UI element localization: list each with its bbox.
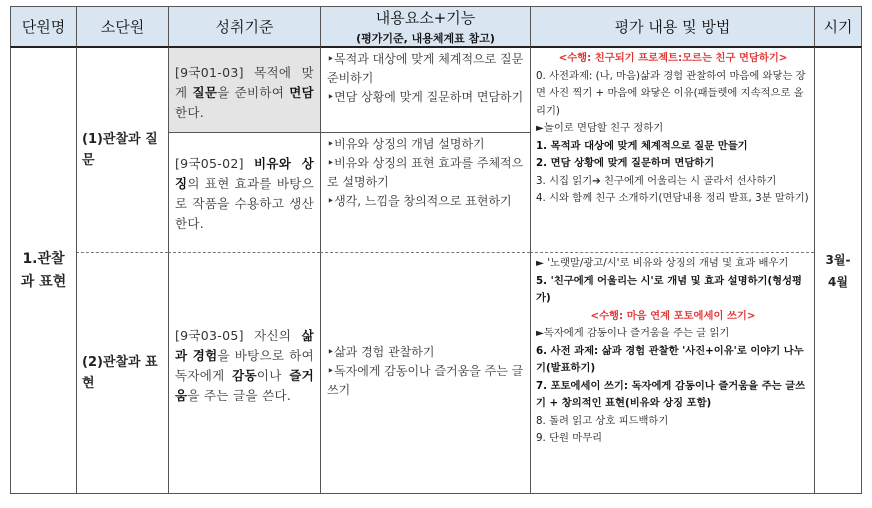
evaluation-bottom-cell — [530, 252, 814, 494]
period-line-2: 4월 — [828, 274, 848, 289]
standard-1-code: [9국01-03] — [175, 65, 244, 80]
elements-1-item-1: ‣목적과 대상에 맞게 체계적으로 질문 준비하기 — [327, 52, 524, 85]
evaluation-bottom-item-5: 6. 사전 과제: 삶과 경험 관찰한 '사진+이유'로 이야기 나누기(발표하기) — [536, 344, 804, 374]
elements-3-cell — [320, 252, 530, 494]
standard-3-text-a: 자신의 — [243, 328, 302, 343]
evaluation-top-item-2: 0. 사전과제: (나, 마음)삶과 경험 관찰하여 마음에 와닿는 장면 사진 찍기 + 마음에 와닿은 이유(패들렛에 지속적으로 올리기) — [536, 69, 806, 117]
elements-2-item-1: ‣비유와 상징의 개념 설명하기 — [327, 137, 485, 151]
standard-1-bold-b: 면담 — [289, 85, 314, 100]
standard-2-bold-a: 비유와 상징 — [175, 156, 314, 191]
elements-3-item-1: ‣삶과 경험 관찰하기 — [327, 345, 435, 359]
header-elements — [320, 6, 530, 46]
standard-3-code: [9국03-05] — [175, 328, 244, 343]
standard-3-text-b: 을 바탕으로 하여 독자에게 — [175, 348, 314, 383]
header-elements-label: 내용요소+기능 — [375, 9, 476, 27]
subunit-2-name: (2)관찰과 표현 — [82, 355, 158, 391]
header-period — [814, 6, 862, 46]
elements-2-cell — [320, 132, 530, 252]
header-subunit — [76, 6, 168, 46]
standard-2-cell — [168, 132, 320, 252]
standard-3-bold-b: 감동 — [232, 368, 257, 383]
elements-1-cell — [320, 46, 530, 132]
standard-2-text-a — [244, 156, 254, 171]
evaluation-top-cell — [530, 46, 814, 252]
header-standard-label: 성취기준 — [215, 18, 274, 36]
evaluation-bottom-item-3: <수행: 마음 연계 포토에세이 쓰기> — [590, 309, 756, 322]
elements-2-item-3: ‣생각, 느낌을 창의적으로 표현하기 — [327, 194, 512, 208]
standard-3-text-d: 을 주는 글을 쓴다. — [187, 388, 292, 403]
elements-1-item-2: ‣면담 상황에 맞게 질문하며 면담하기 — [327, 90, 524, 104]
elements-3-item-2: ‣독자에게 감동이나 즐거움을 주는 글쓰기 — [327, 364, 524, 397]
evaluation-bottom-item-7: 8. 돌려 읽고 상호 피드백하기 — [536, 414, 669, 427]
standard-2-code: [9국05-02] — [175, 156, 244, 171]
standard-3-cell — [168, 252, 320, 494]
subunit-2-cell — [76, 252, 168, 494]
evaluation-bottom-item-2: 5. '친구에게 어울리는 시'로 개념 및 효과 설명하기(형성평가) — [536, 274, 803, 304]
unit-name-cell — [10, 46, 76, 494]
period-cell — [814, 46, 862, 494]
header-evaluation — [530, 6, 814, 46]
standard-3-bold-a: 삶과 경험 — [175, 328, 314, 363]
header-unit — [10, 6, 76, 46]
header-period-label: 시기 — [823, 18, 853, 36]
standard-1-text-a: 목적에 맞게 — [175, 65, 314, 100]
unit-name-line-1: 1.관찰 — [22, 250, 65, 267]
unit-name-line-2: 과 표현 — [20, 273, 67, 290]
evaluation-bottom-list — [536, 255, 810, 448]
period-line-1: 3월- — [825, 252, 851, 267]
header-elements-sublabel: (평가기준, 내용체계표 참고) — [356, 32, 495, 45]
standard-1-text-b: 을 준비하여 — [217, 85, 290, 100]
evaluation-bottom-item-6: 7. 포토에세이 쓰기: 독자에게 감동이나 즐거움을 주는 글쓰기 + 창의적인 표현(비유와 상징 포함) — [536, 379, 806, 409]
standard-1-bold-a: 질문 — [192, 85, 218, 100]
evaluation-bottom-item-8: 9. 단원 마무리 — [536, 432, 603, 444]
evaluation-top-item-6: 3. 시집 읽기➔ 친구에게 어울리는 시 골라서 선사하기 — [536, 174, 777, 187]
evaluation-top-item-1: <수행: 친구되기 프로젝트:모르는 친구 면담하기> — [558, 52, 788, 64]
standard-3-bold-c: 즐거움 — [175, 368, 314, 403]
evaluation-top-item-3: ►놀이로 면담할 친구 정하기 — [536, 122, 664, 134]
header-subunit-label: 소단원 — [100, 18, 145, 36]
evaluation-top-list — [536, 50, 810, 208]
subunit-1-name: (1)관찰과 질문 — [82, 132, 158, 168]
standard-2-text-b: 의 표현 효과를 바탕으로 작품을 수용하고 생산한다. — [175, 176, 314, 231]
header-unit-label: 단원명 — [21, 18, 66, 36]
evaluation-top-item-4: 1. 목적과 대상에 맞게 체계적으로 질문 만들기 — [536, 139, 748, 152]
standard-3-text-c: 이나 — [256, 368, 290, 383]
evaluation-bottom-item-1: ► '노랫말/광고/시'로 비유와 상징의 개념 및 효과 배우기 — [536, 257, 789, 269]
standard-1-cell — [168, 46, 320, 132]
standard-1-text-c: 한다. — [175, 105, 205, 120]
elements-2-item-2: ‣비유와 상징의 표현 효과를 주체적으로 설명하기 — [327, 156, 524, 189]
evaluation-top-item-5: 2. 면담 상황에 맞게 질문하며 면담하기 — [536, 157, 715, 169]
header-standard — [168, 6, 320, 46]
subunit-1-cell — [76, 46, 168, 252]
evaluation-top-item-7: 4. 시와 함께 친구 소개하기(면담내용 정리 발표, 3분 말하기) — [536, 192, 809, 204]
header-evaluation-label: 평가 내용 및 방법 — [614, 18, 731, 36]
evaluation-bottom-item-4: ►독자에게 감동이나 즐거움을 주는 글 읽기 — [536, 327, 730, 339]
